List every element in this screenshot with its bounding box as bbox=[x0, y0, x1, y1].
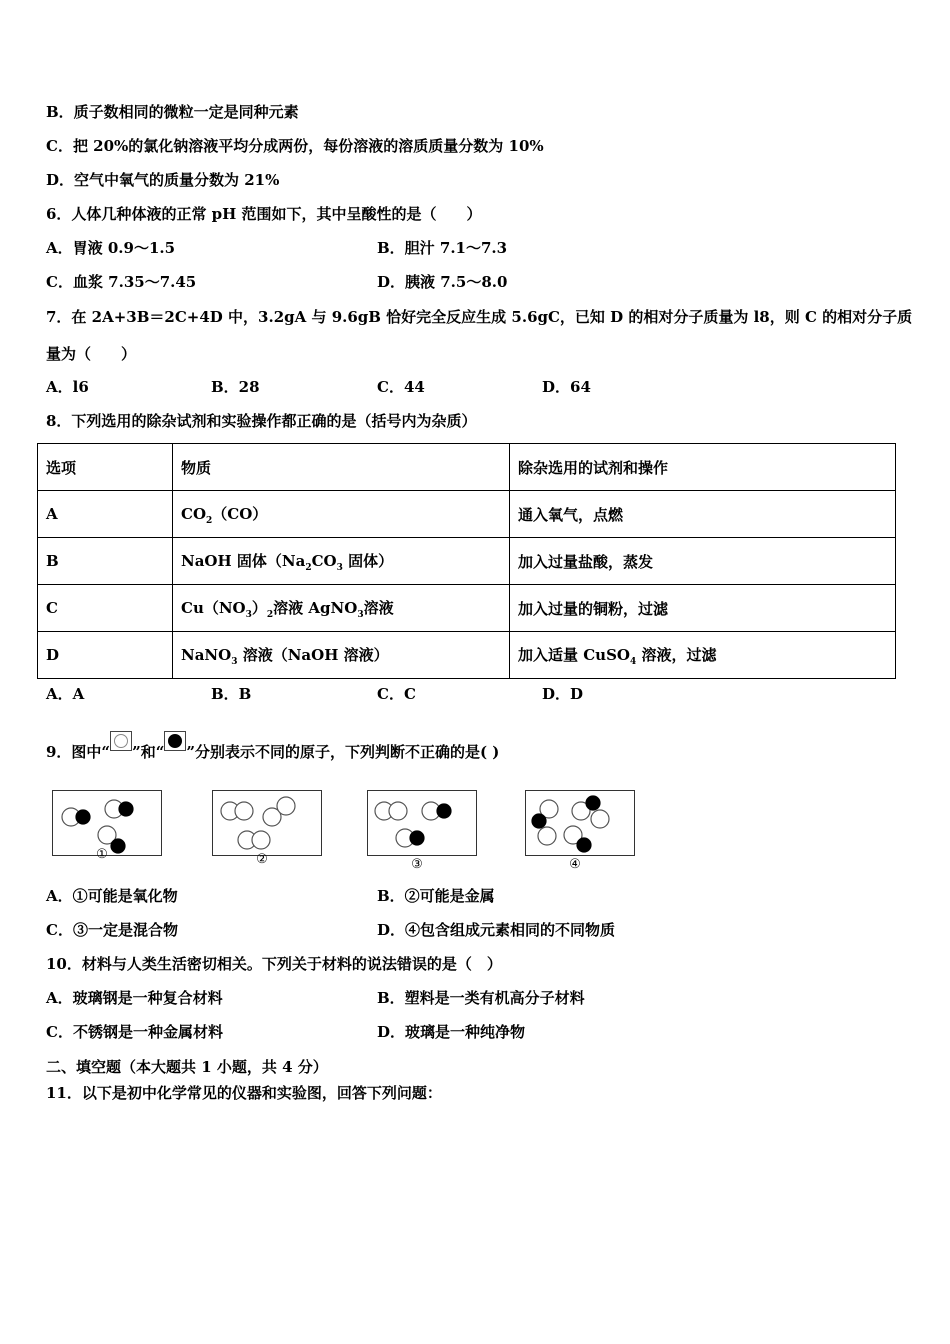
row-substance: $Cu(NO_3)_2$溶液 AgNO$_3$溶液 bbox=[173, 585, 510, 632]
q8-table bbox=[37, 443, 896, 679]
q11-stem: 11．以下是初中化学常见的仪器和实验图，回答下列问题： bbox=[46, 1084, 442, 1102]
q9-stem bbox=[46, 731, 499, 762]
white-atom bbox=[538, 827, 556, 845]
section-heading: 二、填空题（本大题共 1 小题，共 4 分） bbox=[46, 1058, 328, 1076]
row-option: D bbox=[38, 632, 173, 679]
q5-option-c: C．把 20%的氯化钠溶液平均分成两份，每份溶液的溶质质量分数为 10% bbox=[46, 137, 544, 155]
q9-option-b: B．②可能是金属 bbox=[377, 887, 495, 905]
diagram-label: ① bbox=[96, 847, 108, 862]
row-option: A bbox=[38, 491, 173, 538]
white-atom bbox=[252, 831, 270, 849]
q6-option-d: D．胰液 7.5～8.0 bbox=[377, 273, 508, 291]
q8-stem: 8．下列选用的除杂试剂和实验操作都正确的是（括号内为杂质） bbox=[46, 412, 477, 430]
black-atom bbox=[532, 814, 546, 828]
diagram-label: ④ bbox=[569, 857, 581, 872]
diagram-label: ② bbox=[256, 852, 268, 867]
white-atom bbox=[591, 810, 609, 828]
diagram-4-atoms bbox=[526, 791, 636, 872]
table-row bbox=[38, 491, 896, 538]
q9-stem-part: ”和“ bbox=[132, 743, 165, 761]
row-operation: 加入过量的铜粉，过滤 bbox=[510, 585, 896, 632]
black-atom bbox=[437, 804, 451, 818]
q8-option-d: D．D bbox=[542, 685, 584, 703]
black-atom bbox=[119, 802, 133, 816]
q9-option-d: D．④包含组成元素相同的不同物质 bbox=[377, 921, 616, 939]
white-atom-icon bbox=[110, 731, 132, 751]
header-operation: 除杂选用的试剂和操作 bbox=[510, 444, 896, 491]
row-operation: 加入适量 CuSO$_4$ 溶液，过滤 bbox=[510, 632, 896, 679]
table-row bbox=[38, 585, 896, 632]
q10-option-a: A．玻璃钢是一种复合材料 bbox=[46, 989, 223, 1007]
black-atom bbox=[410, 831, 424, 845]
row-substance: NaNO$_3$ 溶液（NaOH 溶液） bbox=[173, 632, 510, 679]
q10-option-c: C．不锈钢是一种金属材料 bbox=[46, 1023, 223, 1041]
header-option: 选项 bbox=[38, 444, 173, 491]
diagram-1 bbox=[52, 790, 162, 862]
table-header-row bbox=[38, 444, 896, 491]
row-operation: 加入过量盐酸，蒸发 bbox=[510, 538, 896, 585]
q7-option-c: C．44 bbox=[377, 378, 425, 396]
q7-option-d: D．64 bbox=[542, 378, 591, 396]
black-atom bbox=[76, 810, 90, 824]
diagram-1-atoms bbox=[53, 791, 163, 862]
row-operation: 通入氧气，点燃 bbox=[510, 491, 896, 538]
q7-option-b: B．28 bbox=[211, 378, 260, 396]
diagram-label: ③ bbox=[411, 857, 423, 872]
q7-option-a: A．l6 bbox=[46, 378, 89, 396]
white-atom bbox=[389, 802, 407, 820]
row-substance: NaOH 固体（$Na_2CO_3$ 固体） bbox=[173, 538, 510, 585]
q6-stem: 6．人体几种体液的正常 pH 范围如下，其中呈酸性的是（ ） bbox=[46, 205, 482, 223]
diagram-2 bbox=[212, 790, 322, 867]
q6-option-b: B．胆汁 7.1～7.3 bbox=[377, 239, 508, 257]
black-atom bbox=[577, 838, 591, 852]
q9-option-a: A．①可能是氧化物 bbox=[46, 887, 178, 905]
q6-option-a: A．胃液 0.9～1.5 bbox=[46, 239, 176, 257]
q5-option-b: B．质子数相同的微粒一定是同种元素 bbox=[46, 103, 299, 121]
row-option: C bbox=[38, 585, 173, 632]
white-atom bbox=[277, 797, 295, 815]
row-substance: $CO_2(CO)$ bbox=[173, 491, 510, 538]
q10-stem: 10．材料与人类生活密切相关。下列关于材料的说法错误的是（ ） bbox=[46, 955, 502, 973]
table-row bbox=[38, 538, 896, 585]
white-atom bbox=[235, 802, 253, 820]
q9-stem-part: ”分别表示不同的原子，下列判断不正确的是( ) bbox=[186, 743, 500, 761]
q9-stem-part: 9．图中“ bbox=[46, 743, 111, 761]
q8-option-c: C．C bbox=[377, 685, 416, 703]
diagram-2-atoms bbox=[213, 791, 323, 867]
black-atom bbox=[111, 839, 125, 853]
q10-option-d: D．玻璃是一种纯净物 bbox=[377, 1023, 526, 1041]
q9-option-c: C．③一定是混合物 bbox=[46, 921, 178, 939]
black-atom bbox=[586, 796, 600, 810]
q8-option-a: A．A bbox=[46, 685, 85, 703]
diagram-4 bbox=[525, 790, 635, 872]
q10-option-b: B．塑料是一类有机高分子材料 bbox=[377, 989, 585, 1007]
q7-stem-line1: 7．在 2A+3B＝2C+4D 中，3.2gA 与 9.6gB 恰好完全反应生成 5.6gC，已知 D 的相对分子质量为 l8，则 C 的相对分子质 bbox=[46, 308, 913, 326]
q6-option-c: C．血浆 7.35～7.45 bbox=[46, 273, 197, 291]
q5-option-d: D．空气中氧气的质量分数为 21% bbox=[46, 171, 280, 189]
black-atom-icon bbox=[164, 731, 186, 751]
row-option: B bbox=[38, 538, 173, 585]
diagram-3 bbox=[367, 790, 477, 872]
diagram-3-atoms bbox=[368, 791, 478, 872]
table-row bbox=[38, 632, 896, 679]
q8-option-b: B．B bbox=[211, 685, 252, 703]
q7-stem-line2: 量为（ ） bbox=[46, 345, 137, 363]
header-substance: 物质 bbox=[173, 444, 510, 491]
